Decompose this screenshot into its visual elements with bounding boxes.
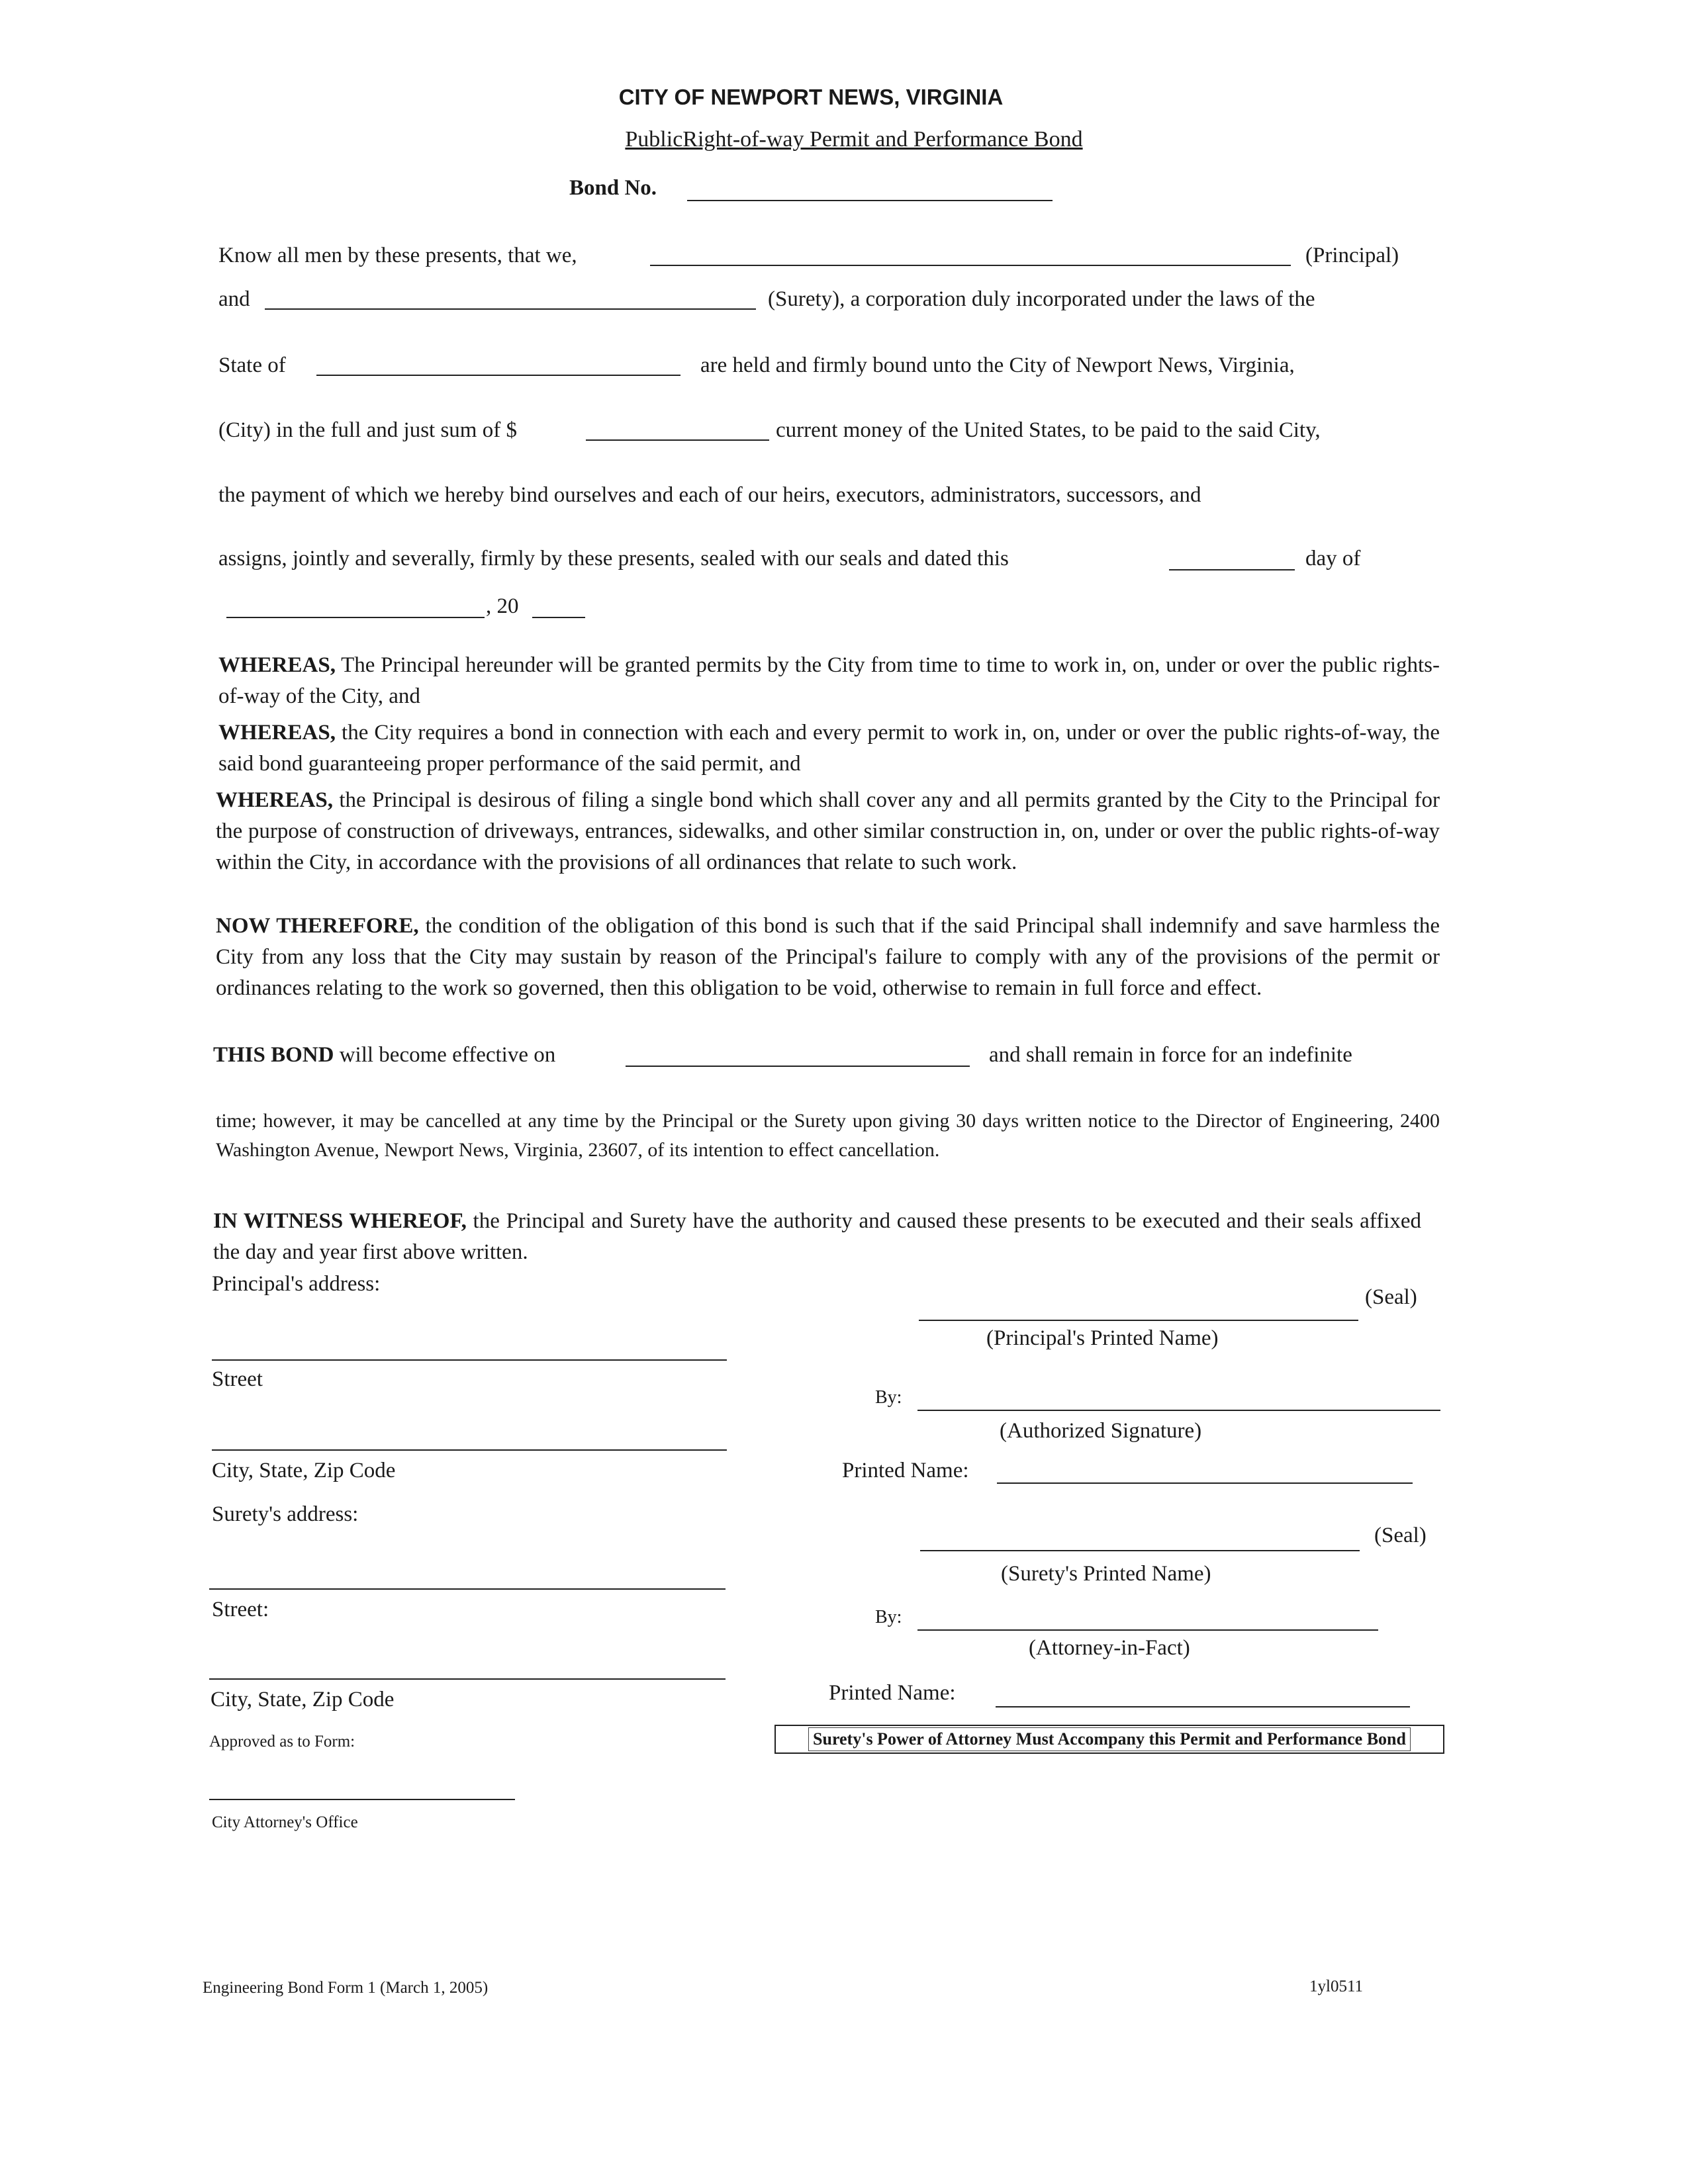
opening-line1-suffix: (Principal) <box>1305 244 1399 267</box>
principal-by-label: By: <box>875 1387 902 1408</box>
year-field[interactable] <box>532 617 585 618</box>
surety-street-field[interactable] <box>209 1588 726 1590</box>
surety-seal-label: (Seal) <box>1374 1524 1427 1547</box>
city-attorney-label: City Attorney's Office <box>212 1813 358 1831</box>
opening-line3-suffix: are held and firmly bound unto the City of Newport News, Virginia, <box>700 353 1295 377</box>
now-therefore-clause: NOW THEREFORE, the condition of the obligation of this bond is such that if the said Principal shall indemnify and save harmless the City from any loss that the City may sustain by reason of the Principal's failure to comply with any of the provisions of the permit or ordinances relating to the work so governed, then this obligation to be void, otherwise to remain in full force and effect. <box>216 914 1440 1000</box>
sum-field[interactable] <box>586 439 769 441</box>
form-id-footer: Engineering Bond Form 1 (March 1, 2005) <box>203 1979 489 1997</box>
principal-city-label: City, State, Zip Code <box>212 1459 396 1482</box>
in-witness-clause: IN WITNESS WHEREOF, the Principal and Surety have the authority and caused these presents to be executed and their seals affixed the day and year first above written. <box>213 1209 1421 1264</box>
document-subtitle: PublicRight-of-way Permit and Performance Bond <box>625 127 1083 152</box>
opening-line4-suffix: current money of the United States, to be paid to the said City, <box>776 418 1321 442</box>
bond-effective-suffix: and shall remain in force for an indefinite <box>989 1043 1352 1067</box>
principal-name-field[interactable] <box>650 265 1291 266</box>
power-of-attorney-notice: Surety's Power of Attorney Must Accompany this Permit and Performance Bond <box>774 1725 1444 1754</box>
form-code-footer: 1yl0511 <box>1309 1978 1364 1995</box>
month-field[interactable] <box>226 617 485 618</box>
principal-printed-name-caption: Printed Name: <box>842 1459 969 1482</box>
opening-line3-prefix: State of <box>218 353 286 377</box>
surety-printed-name-label: (Surety's Printed Name) <box>1001 1562 1211 1586</box>
attorney-in-fact-label: (Attorney-in-Fact) <box>1029 1636 1190 1660</box>
opening-line2-prefix: and <box>218 287 250 311</box>
principal-printed-name-field[interactable] <box>919 1320 1358 1321</box>
principal-printed-name-label: (Principal's Printed Name) <box>986 1326 1219 1350</box>
authorized-signature-label: (Authorized Signature) <box>1000 1419 1202 1443</box>
bond-no-field[interactable] <box>687 200 1053 201</box>
opening-line1-prefix: Know all men by these presents, that we, <box>218 244 577 267</box>
principal-city-field[interactable] <box>212 1449 727 1451</box>
surety-street-label: Street: <box>212 1598 269 1621</box>
surety-printed-name-field[interactable] <box>920 1550 1360 1551</box>
surety-printed-name-caption: Printed Name: <box>829 1681 956 1705</box>
principal-street-field[interactable] <box>212 1359 727 1361</box>
bond-effective-prefix: THIS BOND will become effective on <box>213 1043 556 1067</box>
opening-line6-prefix: assigns, jointly and severally, firmly by these presents, sealed with our seals and dated this <box>218 547 1009 570</box>
document-title: CITY OF NEWPORT NEWS, VIRGINIA <box>618 85 1004 109</box>
opening-line6-suffix: day of <box>1305 547 1361 570</box>
surety-signer-name-field[interactable] <box>996 1706 1410 1707</box>
effective-date-field[interactable] <box>626 1066 970 1067</box>
opening-line4-prefix: (City) in the full and just sum of $ <box>218 418 517 442</box>
principal-signer-name-field[interactable] <box>997 1482 1413 1484</box>
principal-seal-label: (Seal) <box>1365 1285 1417 1309</box>
surety-by-label: By: <box>875 1607 902 1627</box>
surety-address-label: Surety's address: <box>212 1502 359 1526</box>
whereas-clause-1: WHEREAS, The Principal hereunder will be granted permits by the City from time to time to work in, on, under or over the public rights-of-way of the City, and <box>218 653 1440 708</box>
surety-city-label: City, State, Zip Code <box>211 1688 395 1711</box>
cancellation-clause: time; however, it may be cancelled at any time by the Principal or the Surety upon giving 30 days written notice to the Director of Engineering, 2400 Washington Avenue, Newport News, Virginia, 23607, of its intention to effect cancellation. <box>216 1110 1440 1161</box>
attorney-in-fact-field[interactable] <box>917 1629 1378 1631</box>
city-attorney-signature-field[interactable] <box>209 1799 515 1800</box>
day-field[interactable] <box>1169 569 1295 570</box>
approved-as-to-form-label: Approved as to Form: <box>209 1733 355 1751</box>
surety-city-field[interactable] <box>209 1678 726 1680</box>
opening-line2-suffix: (Surety), a corporation duly incorporated under the laws of the <box>768 287 1315 311</box>
opening-line5: the payment of which we hereby bind ourselves and each of our heirs, executors, administrators, successors, and <box>218 483 1201 507</box>
whereas-clause-2: WHEREAS, the City requires a bond in connection with each and every permit to work in, on, under or over the public rights-of-way, the said bond guaranteeing proper performance of the said permit, and <box>218 721 1440 776</box>
bond-no-label: Bond No. <box>569 176 657 200</box>
surety-name-field[interactable] <box>265 308 756 310</box>
authorized-signature-field[interactable] <box>917 1410 1440 1411</box>
whereas-clause-3: WHEREAS, the Principal is desirous of filing a single bond which shall cover any and all permits granted by the City to the Principal for the purpose of construction of driveways, entrances, sidewalks, and other similar construction in, on, under or over the public rights-of-way within the City, in accordance with the provisions of all ordinances that relate to such work. <box>216 788 1440 874</box>
state-field[interactable] <box>316 375 680 376</box>
principal-address-label: Principal's address: <box>212 1272 381 1296</box>
opening-line7-year-label: , 20 <box>486 594 519 618</box>
principal-street-label: Street <box>212 1367 263 1391</box>
